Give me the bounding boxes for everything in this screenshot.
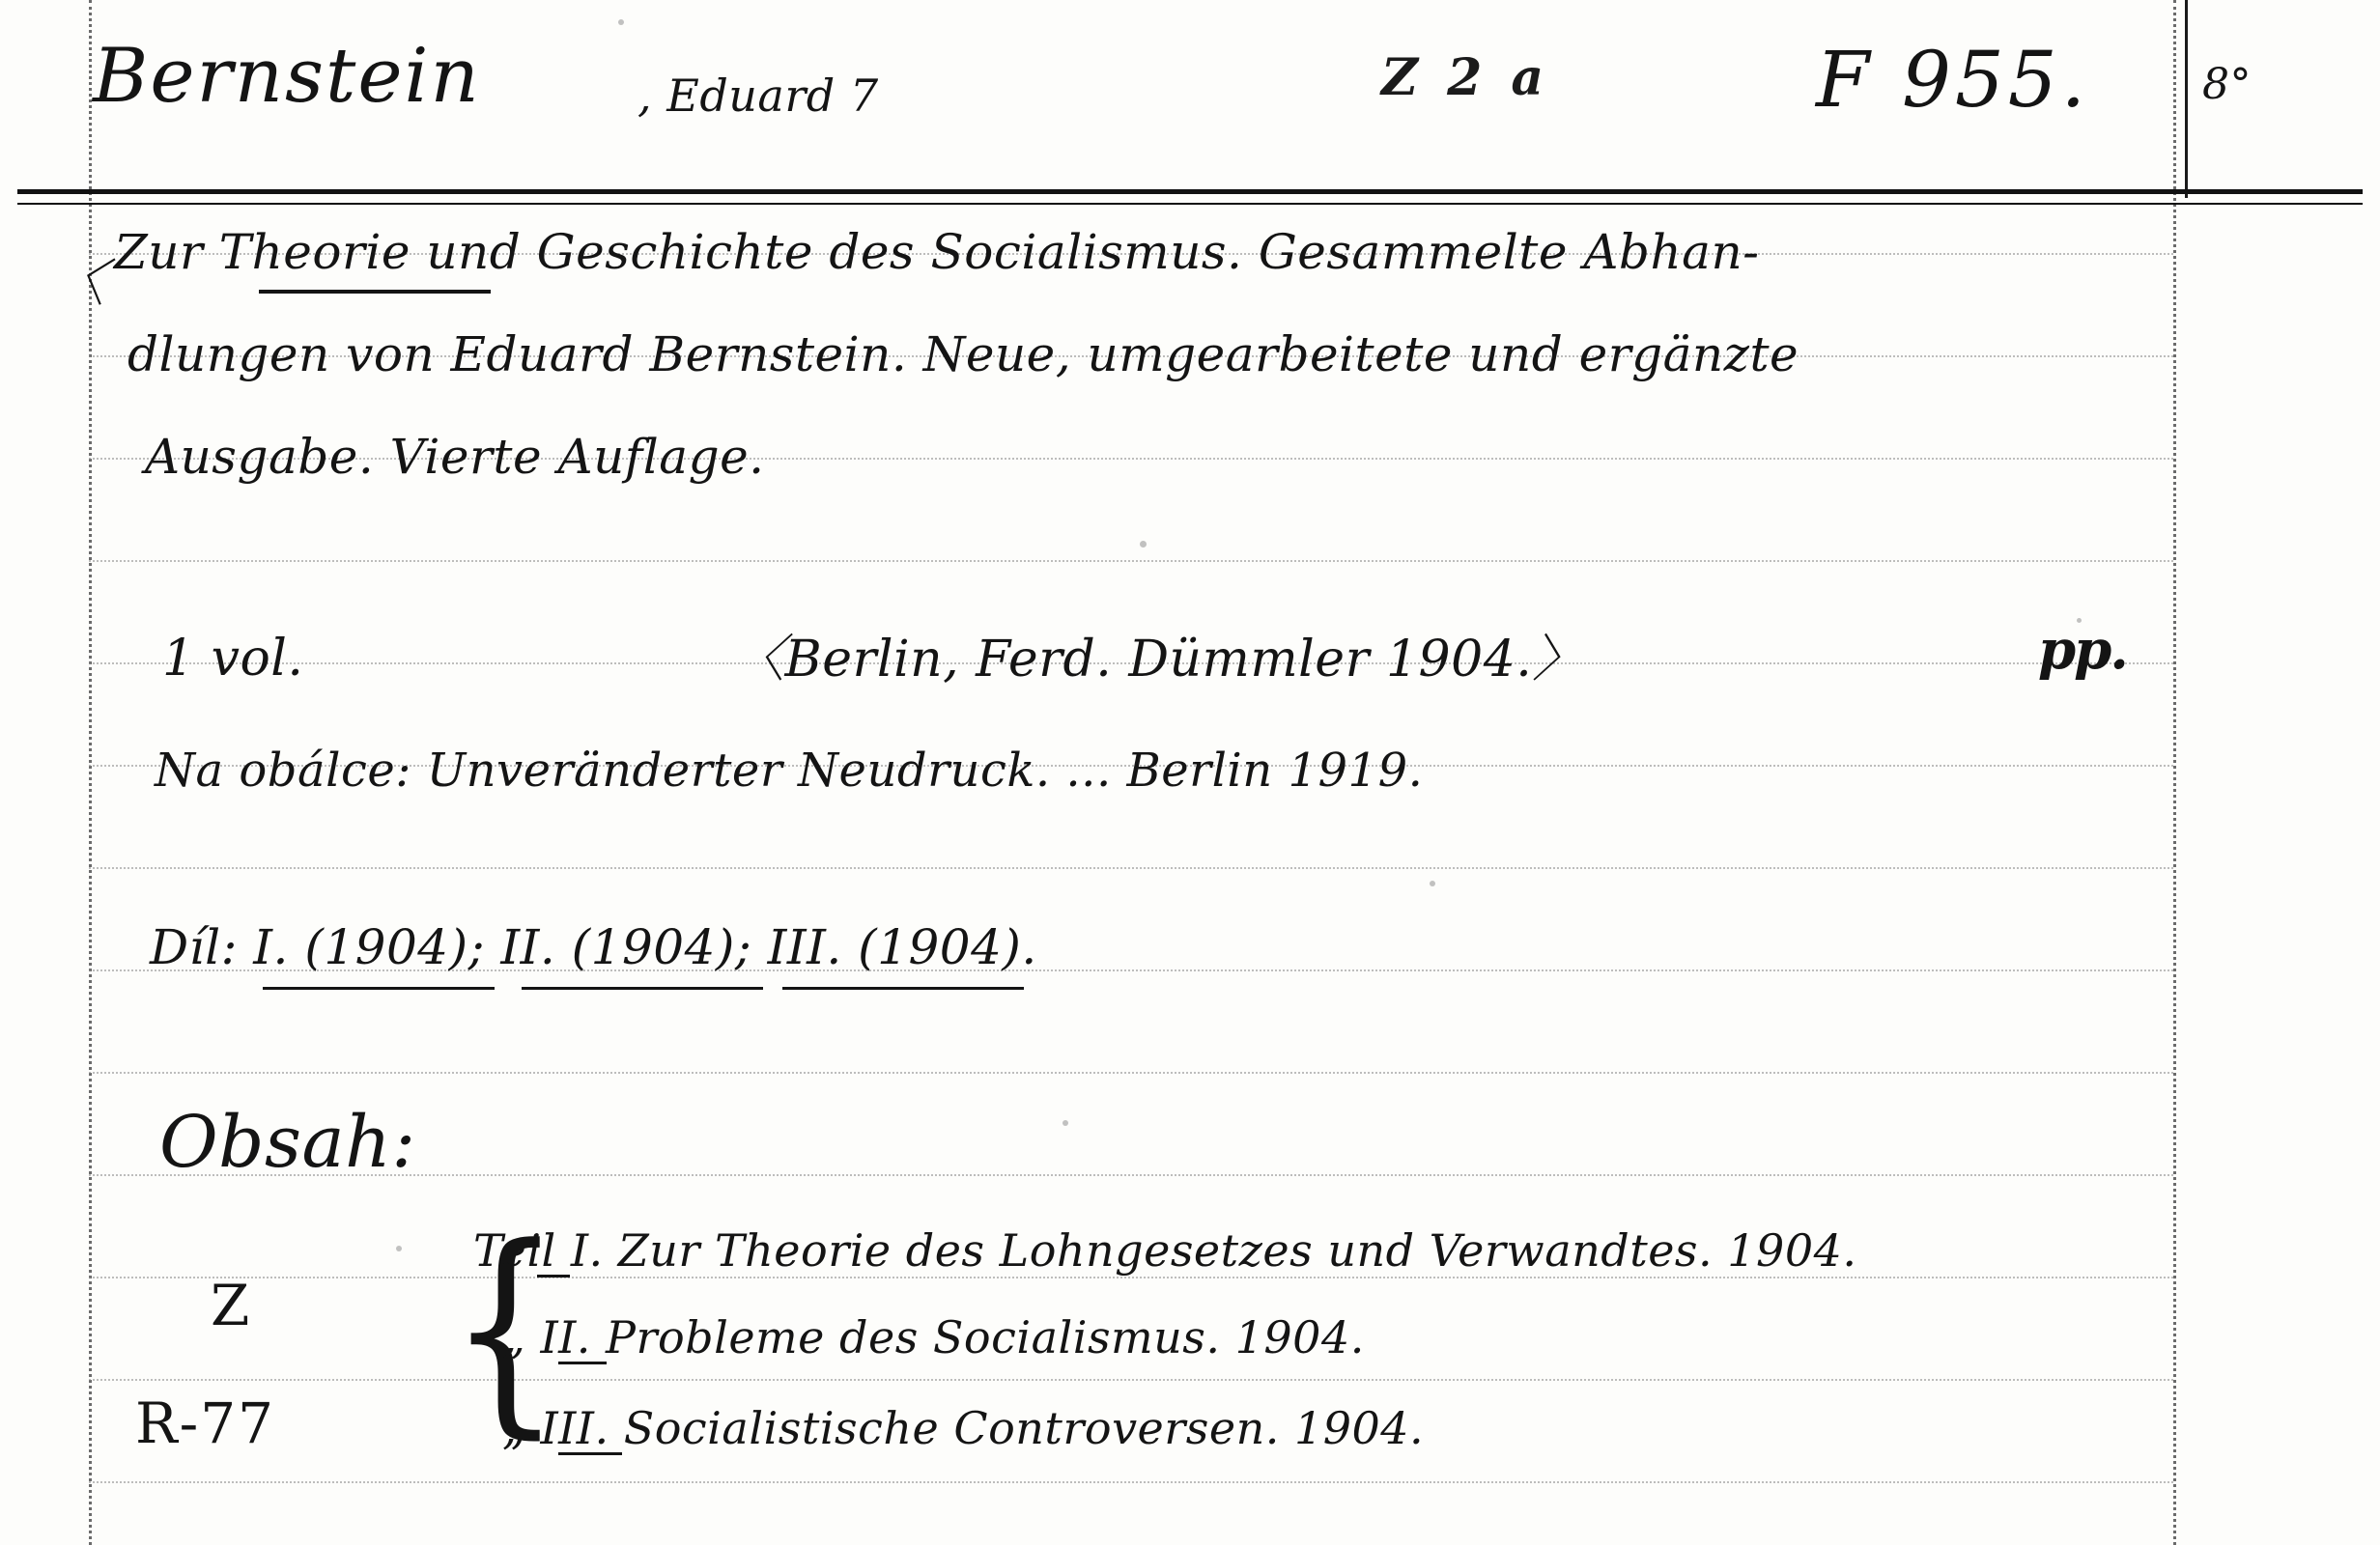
contents-entry: „ II. Probleme des Socialismus. 1904. bbox=[502, 1311, 1365, 1363]
parts-underline bbox=[782, 987, 1024, 990]
header-rule bbox=[17, 189, 2363, 194]
roman-numeral-underline bbox=[558, 1362, 607, 1364]
ruled-line bbox=[89, 1481, 2173, 1483]
ruled-line bbox=[89, 867, 2173, 869]
title-line-1: Zur Theorie und Geschichte des Socialismus. Gesammelte Abhan- bbox=[114, 224, 1760, 280]
shelf-stamp: Z 2 a bbox=[1381, 48, 1550, 107]
parts-underline bbox=[522, 987, 763, 990]
scan-speck bbox=[1430, 881, 1435, 886]
format-column-divider bbox=[2185, 0, 2188, 198]
ruled-line bbox=[89, 560, 2173, 562]
contents-brace: { bbox=[448, 1200, 562, 1458]
header-rule-secondary bbox=[17, 203, 2363, 205]
ruled-line bbox=[89, 1379, 2173, 1381]
contents-entry: Teil I. Zur Theorie des Lohngesetzes und Verwandtes. 1904. bbox=[473, 1224, 1857, 1277]
contents-entry: „ III. Socialistische Controversen. 1904. bbox=[502, 1402, 1425, 1454]
ruled-line bbox=[89, 1072, 2173, 1074]
roman-numeral-underline bbox=[537, 1275, 570, 1278]
roman-numeral-underline bbox=[558, 1452, 622, 1455]
right-margin-guide-line bbox=[2173, 0, 2176, 1545]
format-designation: 8° bbox=[2202, 60, 2252, 109]
scan-speck bbox=[1140, 541, 1147, 548]
cover-note: Na obálce: Unveränderter Neudruck. ... Berlin 1919. bbox=[155, 744, 1424, 798]
title-keyword-underline bbox=[259, 290, 491, 294]
title-line-2: dlungen von Eduard Bernstein. Neue, umgearbeitete und ergänzte bbox=[128, 326, 1799, 382]
caret-mark-icon: 〈 bbox=[50, 239, 120, 314]
call-number: F 955. bbox=[1816, 35, 2090, 125]
parts-line: Díl: I. (1904); II. (1904); III. (1904). bbox=[150, 919, 1037, 975]
imprint-statement: 〈Berlin, Ferd. Dümmler 1904.〉 bbox=[734, 631, 1583, 688]
scan-speck bbox=[396, 1246, 402, 1251]
left-margin-guide-line bbox=[89, 0, 92, 1545]
author-surname: Bernstein bbox=[93, 33, 481, 120]
ruled-line bbox=[89, 1277, 2173, 1278]
classmark-line-2: R-77 bbox=[135, 1390, 276, 1456]
title-line-3: Ausgabe. Vierte Auflage. bbox=[145, 429, 765, 485]
scan-speck bbox=[1062, 1120, 1068, 1126]
contents-label: Obsah: bbox=[159, 1101, 416, 1184]
cataloger-initials: pp. bbox=[2038, 618, 2127, 682]
scan-speck bbox=[618, 19, 624, 25]
author-forename: , Eduard 7 bbox=[638, 70, 879, 122]
volume-count: 1 vol. bbox=[162, 630, 304, 688]
classmark-line-1: Z bbox=[211, 1273, 252, 1338]
parts-underline bbox=[263, 987, 495, 990]
